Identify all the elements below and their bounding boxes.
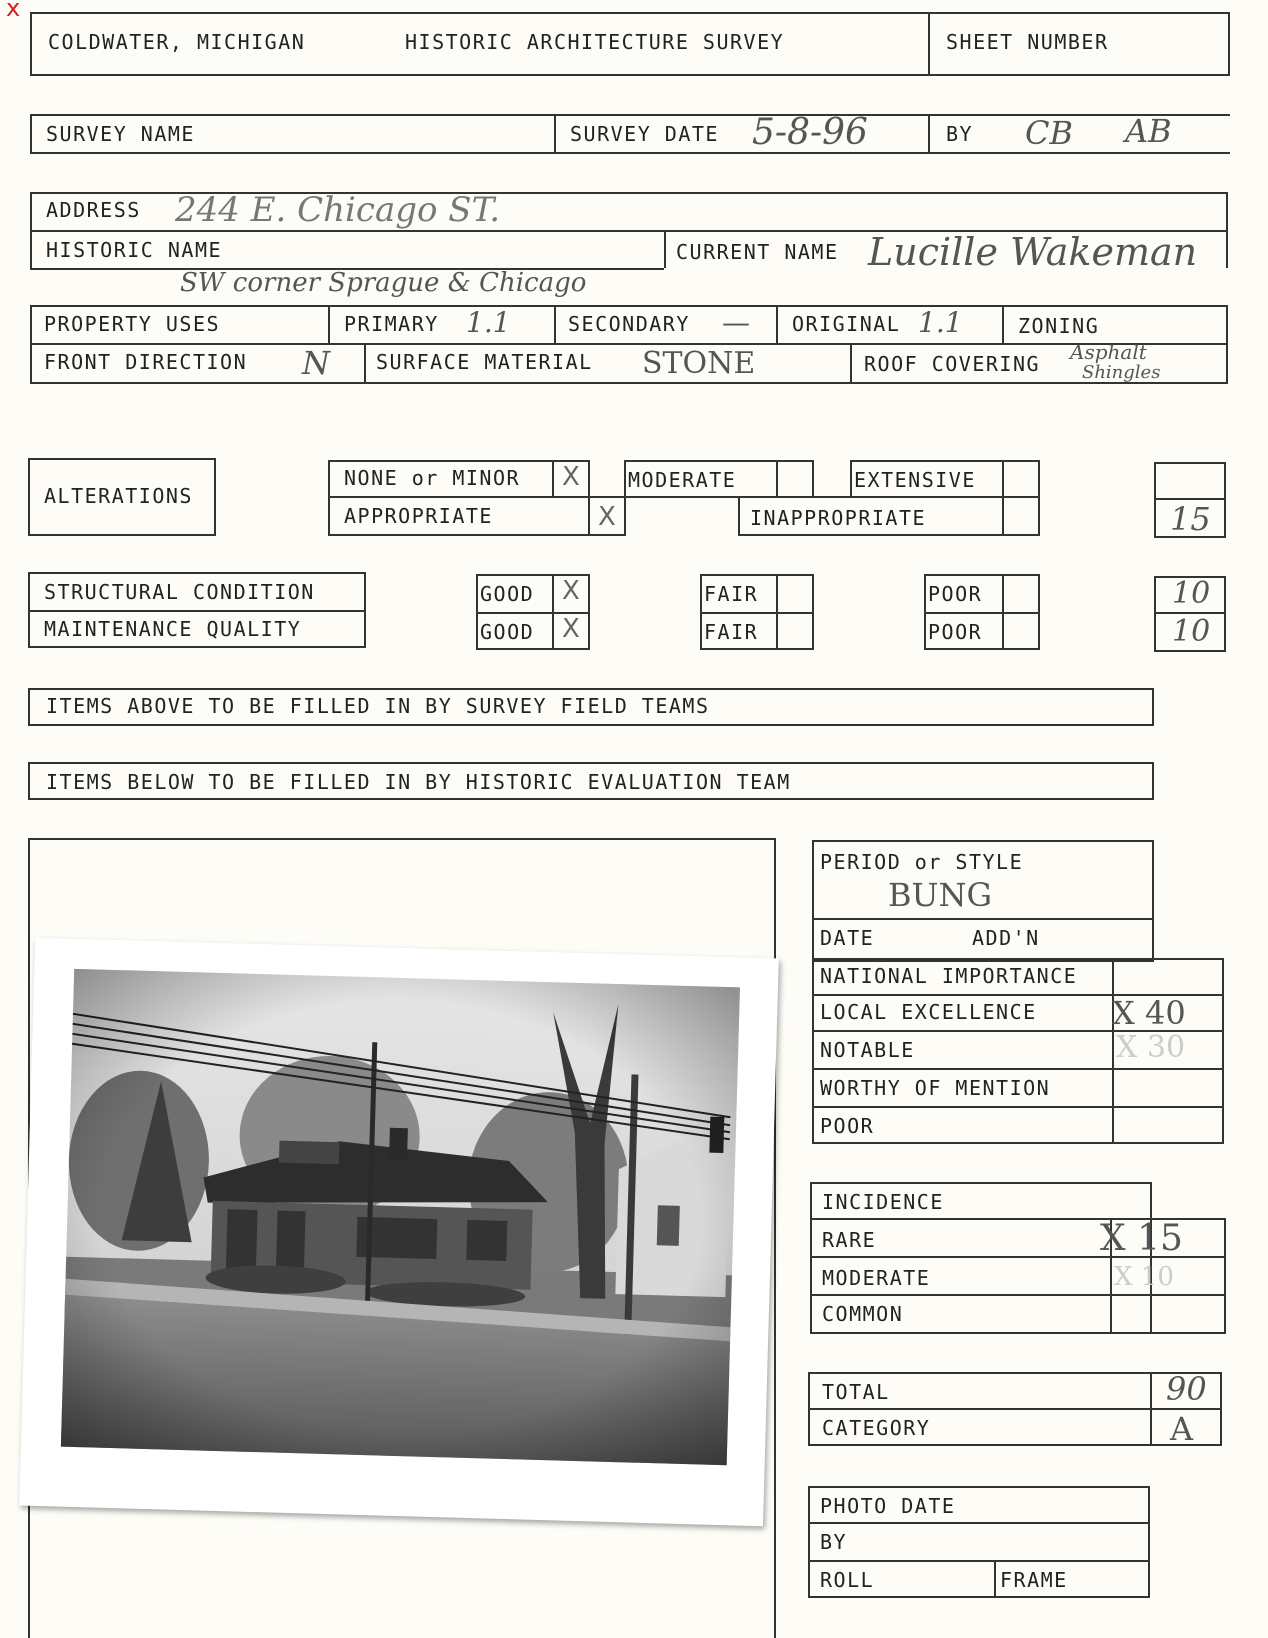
survey-date-value: 5-8-96	[752, 112, 868, 153]
primary-value: 1.1	[466, 306, 511, 339]
totals-row-div	[808, 1408, 1222, 1410]
uses-div-2	[554, 305, 556, 345]
roof-covering-value-1: Asphalt	[1070, 340, 1147, 364]
uses-div-3	[776, 305, 778, 345]
local-excellence-label: LOCAL EXCELLENCE	[820, 1000, 1037, 1024]
inappropriate-check-div	[1002, 496, 1004, 536]
structural-good-check: X	[562, 576, 580, 606]
house-photo-card	[19, 938, 779, 1527]
property-uses-label: PROPERTY USES	[44, 312, 221, 336]
category-label: CATEGORY	[822, 1416, 931, 1440]
moderate-label: MODERATE	[628, 468, 737, 492]
house-photograph	[19, 938, 779, 1527]
incidence-right-ext	[1224, 1218, 1226, 1334]
incidence-moderate-label: MODERATE	[822, 1266, 931, 1290]
survey-name-label: SURVEY NAME	[46, 122, 195, 146]
primary-label: PRIMARY	[344, 312, 439, 336]
fair-check-div	[776, 574, 778, 650]
survey-divider-2	[928, 114, 930, 154]
structural-poor-label: POOR	[928, 582, 983, 606]
poor-check-div	[1002, 574, 1004, 650]
maintenance-poor-label: POOR	[928, 620, 983, 644]
roll-label: ROLL	[820, 1568, 875, 1592]
front-right-line	[1226, 345, 1228, 382]
secondary-label: SECONDARY	[568, 312, 690, 336]
moderate-value: X 10	[1114, 1262, 1174, 1292]
rare-label: RARE	[822, 1228, 877, 1252]
notable-label: NOTABLE	[820, 1038, 915, 1062]
survey-by-value-1: CB	[1025, 114, 1073, 152]
photo-info-row-1	[808, 1522, 1150, 1524]
maintenance-score: 10	[1172, 614, 1211, 649]
maintenance-quality-label: MAINTENANCE QUALITY	[44, 617, 302, 641]
poor-row-div	[924, 612, 1040, 614]
address-value: 244 E. Chicago ST.	[175, 190, 501, 230]
local-excellence-value: X 40	[1112, 994, 1186, 1032]
photo-frame-top	[28, 838, 776, 840]
incidence-row-3	[810, 1294, 1226, 1296]
front-direction-value: N	[302, 344, 330, 382]
surface-material-label: SURFACE MATERIAL	[376, 350, 593, 374]
period-style-label: PERIOD or STYLE	[820, 850, 1024, 874]
common-label: COMMON	[822, 1302, 904, 1326]
original-value: 1.1	[918, 306, 963, 339]
photo-info-row-2	[808, 1560, 1150, 1562]
moderate-check-div	[776, 460, 778, 498]
uses-div-1	[328, 305, 330, 345]
city-label: COLDWATER, MICHIGAN	[48, 30, 306, 54]
frame-label: FRAME	[1000, 1568, 1068, 1592]
front-bottom-line	[30, 382, 1228, 384]
zoning-label: ZONING	[1018, 314, 1100, 338]
period-style-value: BUNG	[888, 876, 993, 914]
photo-date-label: PHOTO DATE	[820, 1494, 956, 1518]
addn-label: ADD'N	[972, 926, 1040, 950]
front-div-1	[364, 345, 366, 382]
none-minor-label: NONE or MINOR	[344, 466, 521, 490]
worthy-of-mention-label: WORTHY OF MENTION	[820, 1076, 1051, 1100]
importance-row-3	[812, 1068, 1224, 1070]
none-minor-check-div	[552, 460, 554, 498]
extensive-check-div	[1002, 460, 1004, 498]
extensive-label: EXTENSIVE	[854, 468, 976, 492]
maintenance-fair-label: FAIR	[704, 620, 759, 644]
none-minor-check: X	[562, 462, 580, 492]
importance-score-div	[1112, 958, 1114, 1144]
survey-by-value-2: AB	[1125, 112, 1172, 150]
roof-covering-value-2: Shingles	[1082, 362, 1161, 383]
front-div-2	[850, 345, 852, 382]
current-name-label: CURRENT NAME	[676, 240, 839, 264]
survey-divider-1	[554, 114, 556, 154]
date-label: DATE	[820, 926, 875, 950]
importance-row-4	[812, 1106, 1224, 1108]
incidence-label: INCIDENCE	[822, 1190, 944, 1214]
alterations-label: ALTERATIONS	[44, 484, 193, 508]
incidence-bottom-ext	[1152, 1332, 1226, 1334]
original-label: ORIGINAL	[792, 312, 901, 336]
secondary-value: —	[722, 306, 750, 339]
appropriate-check: X	[598, 502, 616, 532]
header-divider	[928, 12, 930, 76]
historic-current-divider	[664, 230, 666, 268]
appropriate-check-div	[588, 496, 590, 536]
structural-fair-label: FAIR	[704, 582, 759, 606]
field-teams-note: ITEMS ABOVE TO BE FILLED IN BY SURVEY FIELD TEAMS	[46, 694, 710, 718]
condition-label-div	[28, 610, 366, 612]
current-name-value: Lucille Wakeman	[868, 230, 1198, 274]
roof-covering-label: ROOF COVERING	[864, 352, 1041, 376]
notable-value: X 30	[1116, 1030, 1186, 1065]
rare-value: X 15	[1100, 1218, 1183, 1259]
totals-score-div	[1150, 1372, 1152, 1446]
survey-by-label: BY	[946, 122, 974, 146]
sheet-number-label: SHEET NUMBER	[946, 30, 1109, 54]
national-importance-label: NATIONAL IMPORTANCE	[820, 964, 1078, 988]
front-direction-label: FRONT DIRECTION	[44, 350, 248, 374]
evaluation-poor-label: POOR	[820, 1114, 875, 1138]
corner-red-mark: x	[6, 0, 21, 22]
fair-row-div	[700, 612, 814, 614]
appropriate-label: APPROPRIATE	[344, 504, 493, 528]
historic-name-label: HISTORIC NAME	[46, 238, 223, 262]
roll-frame-div	[994, 1560, 996, 1598]
maintenance-good-check: X	[562, 614, 580, 644]
total-value: 90	[1166, 1370, 1207, 1408]
inappropriate-label: INAPPROPRIATE	[750, 506, 927, 530]
structural-condition-label: STRUCTURAL CONDITION	[44, 580, 315, 604]
address-corner-note: SW corner Sprague & Chicago	[180, 268, 587, 298]
photo-by-label: BY	[820, 1530, 848, 1554]
evaluation-team-note: ITEMS BELOW TO BE FILLED IN BY HISTORIC EVALUATION TEAM	[46, 770, 791, 794]
survey-date-label: SURVEY DATE	[570, 122, 719, 146]
form-title: HISTORIC ARCHITECTURE SURVEY	[405, 30, 785, 54]
address-label: ADDRESS	[46, 198, 141, 222]
alterations-score: 15	[1170, 500, 1211, 538]
front-left-line	[30, 345, 32, 382]
category-value: A	[1170, 1410, 1194, 1448]
total-label: TOTAL	[822, 1380, 890, 1404]
structural-good-label: GOOD	[480, 582, 535, 606]
structural-score: 10	[1172, 576, 1211, 611]
surface-material-value: STONE	[642, 346, 756, 381]
period-date-line	[812, 918, 1154, 920]
good-check-div	[552, 574, 554, 650]
maintenance-good-label: GOOD	[480, 620, 535, 644]
uses-div-4	[1002, 305, 1004, 345]
